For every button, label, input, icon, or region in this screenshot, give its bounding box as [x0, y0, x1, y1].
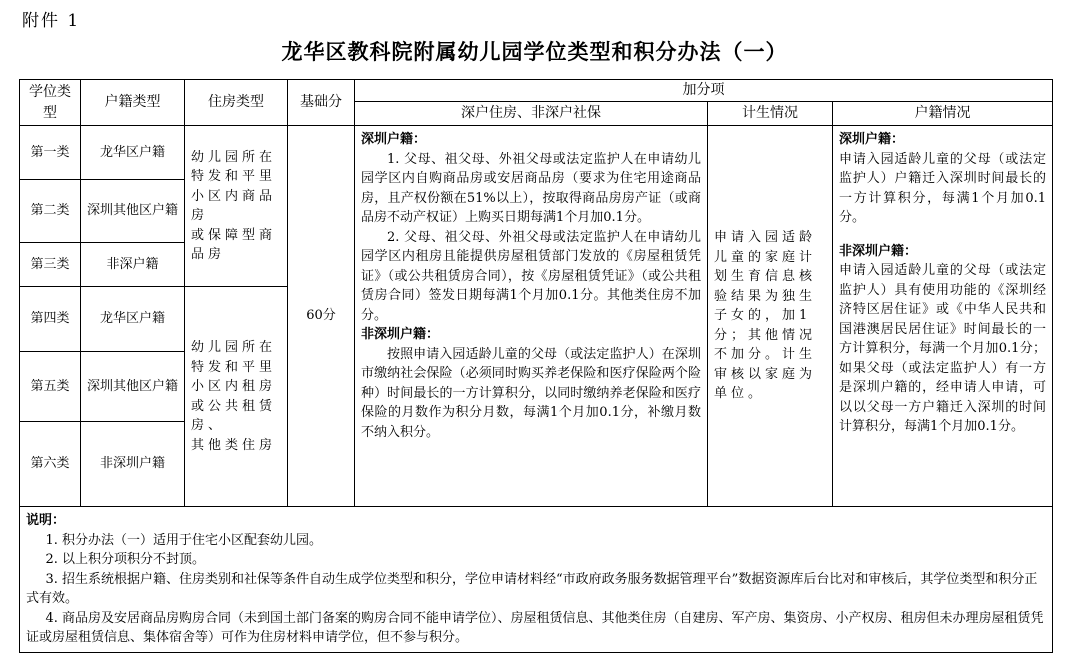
nonsz-heading: 非深圳户籍：: [839, 243, 918, 259]
header-housing-type: 住房类型: [185, 80, 288, 126]
row-hukou: 非深圳户籍: [81, 422, 185, 507]
row-hukou: 龙华区户籍: [81, 126, 185, 180]
row-category: 第四类: [20, 287, 81, 352]
housing-line: 或公共租赁房、: [191, 398, 277, 433]
note-item: 3. 招生系统根据户籍、住房类别和社保等条件自动生成学位类型和积分，学位申请材料经“市政府政务服务数据管理平台”数据资源库后台比对和审核后，其学位类型和积分正式有效。: [26, 571, 1038, 606]
housing-line: 幼儿园所在特发和平里小区内租房: [191, 340, 277, 394]
row-hukou: 非深户籍: [81, 243, 185, 287]
row-category: 第五类: [20, 352, 81, 422]
nonsz-social-security-rule: 按照申请入园适龄儿童的父母（或法定监护人）在深圳市缴纳社会保险（必须同时购买养老保险和医疗保险两个险种）时间最长的一方计算积分，以同时缴纳养老保险和医疗保险的月数作为积分月数，每满1个月加0.1分，补缴月数不纳入积分。: [361, 346, 701, 440]
header-bonus-housing: 深户住房、非深户社保: [355, 102, 708, 126]
header-bonus-hukou: 户籍情况: [833, 102, 1053, 126]
header-bonus: 加分项: [355, 80, 1053, 102]
housing-group-rented: [185, 287, 288, 507]
sz-hukou-rule: 申请入园适龄儿童的父母（或法定监护人）户籍迁入深圳时间最长的一方计算积分，每满1个月加0.1分。: [839, 151, 1047, 225]
housing-line: 或保障型商品房: [191, 227, 277, 262]
notes-cell: [20, 507, 1053, 653]
spacer: [839, 228, 1046, 242]
header-base-score: 基础分: [288, 80, 355, 126]
attachment-label: 附件 1: [22, 11, 81, 31]
bonus-hukou-cell: [833, 126, 1053, 507]
row-category: 第一类: [20, 126, 81, 180]
sz-housing-rule-2: 2. 父母、祖父母、外祖父母或法定监护人在申请幼儿园学区内租房且能提供房屋租赁部门发放的《房屋租赁凭证》（或公共租赁房合同），按《房屋租赁凭证》（或公共租赁房合同）签发日期每满1个月加0.1分。其他类住房不加分。: [361, 229, 701, 323]
base-score: 60分: [288, 126, 355, 507]
row-category: 第六类: [20, 422, 81, 507]
sz-housing-rule-1: 1. 父母、祖父母、外祖父母或法定监护人在申请幼儿园学区内自购商品房或安居商品房（要求为住宅用途商品房，且产权份额在51%以上），按取得商品房房产证（或商品房不动产权证）上购买日期每满1个月加0.1分。: [361, 151, 701, 225]
row-hukou: 深圳其他区户籍: [81, 180, 185, 243]
note-item: 2. 以上积分项积分不封顶。: [45, 552, 206, 567]
sz-heading: 深圳户籍：: [839, 132, 905, 147]
header-bonus-family: 计生情况: [708, 102, 833, 126]
row-category: 第三类: [20, 243, 81, 287]
nonsz-hukou-rule: 申请入园适龄儿童的父母（或法定监护人）具有使用功能的《深圳经济特区居住证》或《中华人民共和国港澳居民居住证》时间最长的一方计算积分，每满一个月加0.1分；如果父母（或法定监护人）有一方是深圳户籍的，经申请人申请，可以以父母一方户籍迁入深圳的时间计算积分，每满1个月加0.1分。: [839, 263, 1047, 434]
housing-line: 幼儿园所在特发和平里小区内商品房: [191, 149, 277, 223]
housing-line: 其他类住房: [191, 437, 277, 453]
row-hukou: 深圳其他区户籍: [81, 352, 185, 422]
note-item: 1. 积分办法（一）适用于住宅小区配套幼儿园。: [45, 532, 323, 548]
notes-label: 说明：: [26, 513, 66, 528]
row-category: 第二类: [20, 180, 81, 243]
header-category: 学位类型: [20, 80, 81, 126]
bonus-family-cell: 申请入园适龄儿童的家庭计划生育信息核验结果为独生子女的，加1分；其他情况不加分。计生审核以家庭为单位。: [708, 126, 833, 507]
nonsz-heading: 非深圳户籍：: [361, 327, 440, 342]
page-title: 龙华区教科院附属幼儿园学位类型和积分办法（一）: [281, 40, 788, 64]
row-hukou: 龙华区户籍: [81, 287, 185, 352]
housing-group-owned: [185, 126, 288, 287]
note-item: 4. 商品房及安居商品房购房合同（未到国土部门备案的购房合同不能申请学位）、房屋租赁信息、其他类住房（自建房、军产房、集资房、小产权房、租房但未办理房屋租赁凭证或房屋租赁信息、集体宿舍等）可作为住房材料申请学位，但不参与积分。: [26, 610, 1044, 645]
policy-table: [19, 79, 1053, 653]
sz-heading: 深圳户籍：: [361, 132, 427, 147]
bonus-housing-cell: [355, 126, 708, 507]
header-hukou-type: 户籍类型: [81, 80, 185, 126]
